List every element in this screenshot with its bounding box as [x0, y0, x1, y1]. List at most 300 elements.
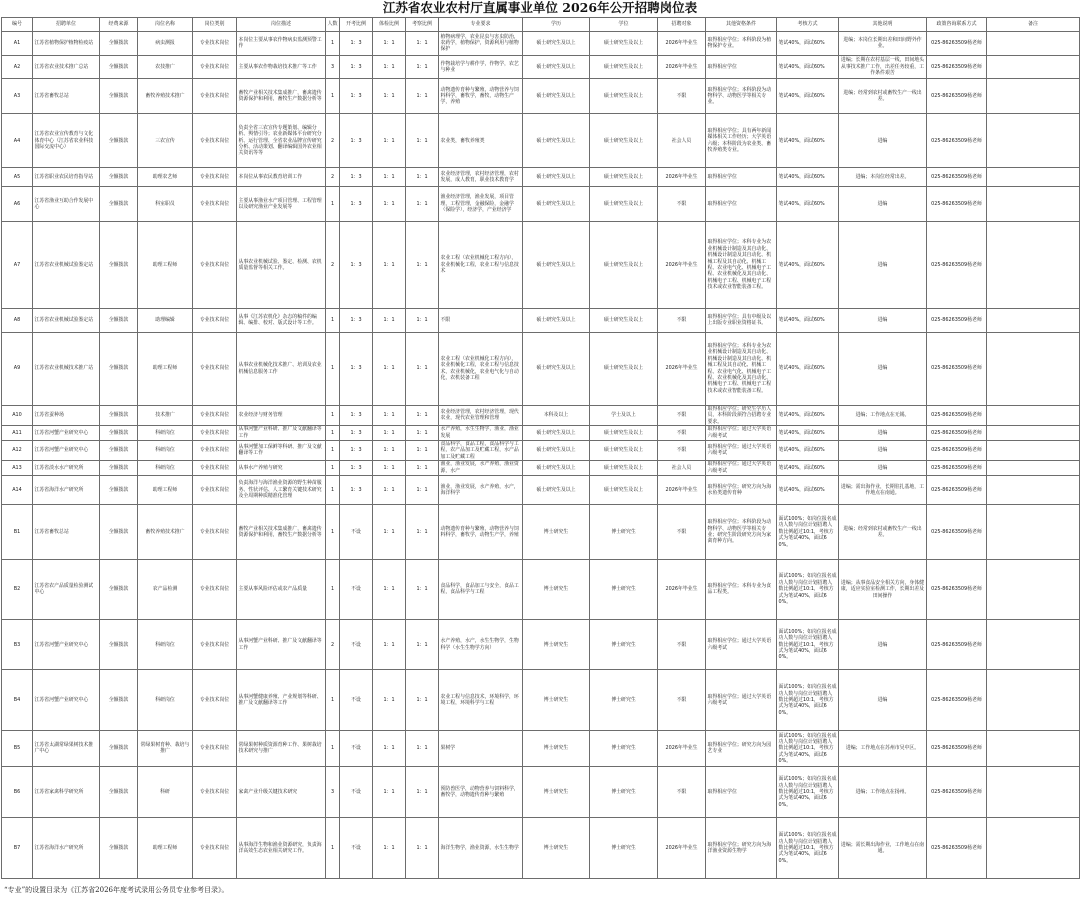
- footnote: “专业”的设置目录为《江苏省2026年度考试录用公务员专业参考目录》。: [4, 886, 229, 894]
- column-header: 其他说明: [839, 18, 927, 32]
- table-row: [2, 426, 1080, 440]
- cell-count: 1: [326, 426, 340, 440]
- cell-remark: [987, 55, 1080, 79]
- cell-description: 负责全省三农宣传专题策划、编辑分析、舆情引导；农业新媒体平台研究分析、运行管理、全省农业品牌宣传研究分析、活动策划、翻译编辑国外农业相关资讯等等: [237, 114, 326, 168]
- cell-fund: 全额拨款: [100, 114, 138, 168]
- cell-target: 不限: [658, 670, 706, 731]
- cell-unit: 江苏省海洋水产研究所: [33, 818, 100, 879]
- cell-id: B4: [2, 670, 33, 731]
- cell-category: 专业技术岗位: [193, 32, 237, 56]
- cell-education: 硕士研究生及以上: [523, 461, 590, 475]
- recruitment-table-wrapper: [1, 17, 1079, 879]
- cell-major: 动物遗传育种与繁殖，动物营养与饲料科学，畜牧学，动物生产学，养殖: [439, 505, 523, 559]
- cell-count: 1: [326, 731, 340, 767]
- cell-note: 进编；长期在农村基层一线，田间地头从事技术推广工作，出差任务较重，工作条件艰苦: [839, 55, 927, 79]
- cell-note: 进编: [839, 309, 927, 333]
- cell-physical-ratio: 1：1: [373, 186, 406, 221]
- cell-major: 作物栽培学与耕作学，作物学，农艺与种业: [439, 55, 523, 79]
- cell-qualification: 取得相应学位；具有中级及以上出版专业职业资格证书。: [706, 309, 777, 333]
- cell-remark: [987, 221, 1080, 308]
- column-header: 考核方式: [777, 18, 839, 32]
- cell-remark: [987, 505, 1080, 559]
- cell-id: A6: [2, 186, 33, 221]
- cell-count: 1: [326, 440, 340, 461]
- cell-remark: [987, 731, 1080, 767]
- table-row: [2, 461, 1080, 475]
- cell-inspection-ratio: 1：1: [406, 559, 439, 620]
- cell-exam-ratio: 1：3: [340, 475, 373, 505]
- cell-category: 专业技术岗位: [193, 168, 237, 186]
- cell-target: 2026年毕业生: [658, 559, 706, 620]
- cell-count: 1: [326, 332, 340, 405]
- cell-count: 2: [326, 168, 340, 186]
- cell-description: 农业经济与财务管理: [237, 405, 326, 426]
- cell-fund: 全额拨款: [100, 440, 138, 461]
- cell-physical-ratio: 1：1: [373, 426, 406, 440]
- cell-target: 不限: [658, 186, 706, 221]
- column-header: 开考比例: [340, 18, 373, 32]
- cell-id: A11: [2, 426, 33, 440]
- cell-contact: 025-86263509杨老师: [927, 405, 987, 426]
- cell-description: 从事农业机械试验、鉴定、检测、农机质量监督等相关工作。: [237, 221, 326, 308]
- cell-qualification: 取得相应学位；通过大学英语六级考试: [706, 426, 777, 440]
- cell-exam-ratio: 1：3: [340, 221, 373, 308]
- cell-category: 专业技术岗位: [193, 461, 237, 475]
- cell-physical-ratio: 1：1: [373, 55, 406, 79]
- cell-description: 负责海洋与海洋渔业资源的野生种苗服务、性状评估、人工繁育关键技术研究及全周期种质精准化管理: [237, 475, 326, 505]
- cell-education: 硕士研究生及以上: [523, 186, 590, 221]
- cell-major: 农业工程（农业机械化工程方向），农业机械化工程，农业工程与信息技术: [439, 221, 523, 308]
- cell-assessment: 笔试40%，面试60%: [777, 114, 839, 168]
- table-row: [2, 475, 1080, 505]
- cell-post: 助理农艺师: [138, 168, 193, 186]
- cell-id: B2: [2, 559, 33, 620]
- cell-assessment: 笔试40%，面试60%: [777, 426, 839, 440]
- cell-note: 进编；工作地点在无锡。: [839, 405, 927, 426]
- cell-assessment: 笔试40%，面试60%: [777, 79, 839, 114]
- cell-target: 2026年毕业生: [658, 55, 706, 79]
- cell-contact: 025-86263509杨老师: [927, 440, 987, 461]
- cell-description: 本岗位从事农民教育培训工作: [237, 168, 326, 186]
- cell-category: 专业技术岗位: [193, 620, 237, 670]
- cell-inspection-ratio: 1：1: [406, 309, 439, 333]
- cell-post: 农产品检测: [138, 559, 193, 620]
- column-header: 考察比例: [406, 18, 439, 32]
- cell-count: 1: [326, 461, 340, 475]
- cell-unit: 江苏省河蟹产业研究中心: [33, 620, 100, 670]
- cell-description: 从事农业机械化技术推广、培训及农业机械信息服务工作: [237, 332, 326, 405]
- cell-count: 2: [326, 620, 340, 670]
- cell-count: 1: [326, 559, 340, 620]
- cell-inspection-ratio: 1：1: [406, 426, 439, 440]
- cell-qualification: 取得相应学位；本科专业为农业机械设计制造及其自动化、机械设计制造及其自动化、机械工程及其自动化、机械工程、农业电气化、机械电子工程、农业机械化及其自动化、机械电子工程、机械电子工程技术或农业智能装备工程。: [706, 332, 777, 405]
- column-header: 学位: [590, 18, 658, 32]
- cell-target: 2026年毕业生: [658, 32, 706, 56]
- cell-fund: 全额拨款: [100, 309, 138, 333]
- cell-post: 科研岗位: [138, 440, 193, 461]
- column-header: 体检比例: [373, 18, 406, 32]
- cell-description: 家禽产业升级关键技术研究: [237, 766, 326, 817]
- column-header: 人数: [326, 18, 340, 32]
- column-header: 专业要求: [439, 18, 523, 32]
- cell-id: B1: [2, 505, 33, 559]
- cell-remark: [987, 559, 1080, 620]
- cell-qualification: 取得相应学位；通过大学英语六级考试: [706, 461, 777, 475]
- cell-exam-ratio: 不设: [340, 731, 373, 767]
- table-row: [2, 505, 1080, 559]
- cell-fund: 全额拨款: [100, 32, 138, 56]
- cell-physical-ratio: 1：1: [373, 114, 406, 168]
- cell-assessment: 面试100%；如岗位报名成功人数与岗位计划招聘人数比例超过10:1，考核方式为笔试40%，面试60%。: [777, 670, 839, 731]
- cell-id: A5: [2, 168, 33, 186]
- cell-note: 进编；经常到农村或畜牧生产一线出差。: [839, 505, 927, 559]
- cell-remark: [987, 440, 1080, 461]
- cell-assessment: 笔试40%，面试60%: [777, 440, 839, 461]
- cell-target: 不限: [658, 309, 706, 333]
- cell-count: 3: [326, 55, 340, 79]
- cell-physical-ratio: 1：1: [373, 309, 406, 333]
- cell-note: 进编；工作地点在苏州市吴中区。: [839, 731, 927, 767]
- cell-inspection-ratio: 1：1: [406, 505, 439, 559]
- cell-post: 助理工程师: [138, 221, 193, 308]
- cell-assessment: 笔试40%，面试60%: [777, 475, 839, 505]
- cell-unit: 江苏省海洋水产研究所: [33, 475, 100, 505]
- cell-assessment: 面试100%；如岗位报名成功人数与岗位计划招聘人数比例超过10:1，考核方式为笔试40%，面试60%。: [777, 559, 839, 620]
- cell-count: 1: [326, 32, 340, 56]
- table-row: [2, 620, 1080, 670]
- cell-category: 专业技术岗位: [193, 475, 237, 505]
- cell-inspection-ratio: 1：1: [406, 186, 439, 221]
- cell-assessment: 面试100%；如岗位报名成功人数与岗位计划招聘人数比例超过10:1，考核方式为笔试40%，面试60%。: [777, 505, 839, 559]
- cell-note: 进编: [839, 186, 927, 221]
- cell-qualification: 取得相应学位；研究方向为海水鱼类遗传育种: [706, 475, 777, 505]
- cell-exam-ratio: 不设: [340, 670, 373, 731]
- cell-contact: 025-86263509杨老师: [927, 505, 987, 559]
- cell-post: 畜牧养殖技术推广: [138, 79, 193, 114]
- cell-target: 2026年毕业生: [658, 731, 706, 767]
- cell-description: 畜牧产业相关技术集成推广，畜禽遗传资源保护和利用，畜牧生产数据分析等: [237, 79, 326, 114]
- cell-id: B7: [2, 818, 33, 879]
- cell-exam-ratio: 1：3: [340, 309, 373, 333]
- cell-qualification: 取得相应学位；本科阶段为植物保护专业。: [706, 32, 777, 56]
- cell-qualification: 取得相应学位；通过大学英语六级考试: [706, 440, 777, 461]
- cell-major: 水产养殖，水产，水生生物学，生物科学（水生生物学方向）: [439, 620, 523, 670]
- cell-inspection-ratio: 1：1: [406, 332, 439, 405]
- cell-target: 不限: [658, 505, 706, 559]
- cell-note: 进编；经常到农村或畜牧生产一线出差。: [839, 79, 927, 114]
- cell-degree: 博士研究生: [590, 620, 658, 670]
- cell-qualification: 取得相应学位；本科专业为农业机械设计制造及其自动化、机械设计制造及其自动化、机械工程及其自动化、机械工程、农业电气化、机械电子工程、农业机械化及其自动化、机械电子工程、机械电子工程技术或农业智能装备工程。: [706, 221, 777, 308]
- cell-note: 进编: [839, 332, 927, 405]
- cell-id: A13: [2, 461, 33, 475]
- column-header: 经费来源: [100, 18, 138, 32]
- cell-target: 2026年毕业生: [658, 332, 706, 405]
- cell-assessment: 笔试40%，面试60%: [777, 405, 839, 426]
- cell-note: 进编；本岗位长期出差和田间野外作业。: [839, 32, 927, 56]
- table-row: [2, 79, 1080, 114]
- cell-post: 畜牧养殖技术推广: [138, 505, 193, 559]
- cell-count: 1: [326, 475, 340, 505]
- cell-post: 三农宣传: [138, 114, 193, 168]
- cell-degree: 博士研究生: [590, 670, 658, 731]
- cell-major: 植物病理学，农业昆虫与害虫防治，农药学，植物保护，资源利用与植物保护: [439, 32, 523, 56]
- cell-qualification: 取得相应学位；本科阶段为动物科学、动物医学等相关专业；研究生阶段研究方向为家禽育种方向。: [706, 505, 777, 559]
- cell-education: 博士研究生: [523, 731, 590, 767]
- cell-category: 专业技术岗位: [193, 670, 237, 731]
- cell-education: 硕士研究生及以上: [523, 221, 590, 308]
- cell-inspection-ratio: 1：1: [406, 620, 439, 670]
- cell-target: 不限: [658, 440, 706, 461]
- cell-fund: 全额拨款: [100, 461, 138, 475]
- cell-remark: [987, 168, 1080, 186]
- cell-contact: 025-86263509杨老师: [927, 32, 987, 56]
- cell-fund: 全额拨款: [100, 766, 138, 817]
- cell-post: 助理工程师: [138, 475, 193, 505]
- cell-id: A12: [2, 440, 33, 461]
- cell-target: 不限: [658, 620, 706, 670]
- cell-post: 科室职员: [138, 186, 193, 221]
- cell-exam-ratio: 不设: [340, 620, 373, 670]
- column-header: 政策咨询联系方式: [927, 18, 987, 32]
- cell-exam-ratio: 1：3: [340, 79, 373, 114]
- table-row: [2, 221, 1080, 308]
- cell-id: B6: [2, 766, 33, 817]
- cell-id: B5: [2, 731, 33, 767]
- cell-description: 从事河蟹加工保鲜等科研、推广及文献翻译等工作: [237, 440, 326, 461]
- cell-unit: 江苏省畜牧总站: [33, 505, 100, 559]
- cell-physical-ratio: 1：1: [373, 731, 406, 767]
- cell-major: 渔业，渔业发展，水产养殖，水产，海洋科学: [439, 475, 523, 505]
- cell-unit: 江苏省农产品质量检验测试中心: [33, 559, 100, 620]
- cell-major: 预防兽医学，动物营养与饲料科学，畜牧学，动物遗传育种与繁殖: [439, 766, 523, 817]
- cell-degree: 硕士研究生及以上: [590, 32, 658, 56]
- cell-major: 农业工程（农业机械化工程方向），农业机械化工程，农业工程与信息技术，农业机械化，农业电气化与自动化，农机装备工程: [439, 332, 523, 405]
- cell-qualification: 取得相应学位: [706, 55, 777, 79]
- cell-degree: 硕士研究生及以上: [590, 309, 658, 333]
- cell-inspection-ratio: 1：1: [406, 168, 439, 186]
- column-header: 岗位名称: [138, 18, 193, 32]
- column-header: 编号: [2, 18, 33, 32]
- cell-degree: 学士及以上: [590, 405, 658, 426]
- cell-degree: 硕士研究生及以上: [590, 114, 658, 168]
- cell-education: 博士研究生: [523, 670, 590, 731]
- table-body: [2, 32, 1080, 879]
- cell-post: 技术推广: [138, 405, 193, 426]
- cell-major: 动物遗传育种与繁殖，动物营养与饲料科学，畜牧学，畜牧，动物生产学，养殖: [439, 79, 523, 114]
- cell-education: 博士研究生: [523, 620, 590, 670]
- cell-id: A14: [2, 475, 33, 505]
- cell-target: 2026年毕业生: [658, 818, 706, 879]
- cell-fund: 全额拨款: [100, 186, 138, 221]
- cell-target: 不限: [658, 79, 706, 114]
- cell-degree: 硕士研究生及以上: [590, 79, 658, 114]
- cell-major: 果树学: [439, 731, 523, 767]
- cell-education: 硕士研究生及以上: [523, 426, 590, 440]
- cell-target: 不限: [658, 426, 706, 440]
- cell-note: 进编；需出海作业，长期驻扎基地，工作地点在南通。: [839, 475, 927, 505]
- cell-note: 进编；需长期出海作业，工作地点在南通。: [839, 818, 927, 879]
- cell-education: 硕士研究生及以上: [523, 79, 590, 114]
- cell-inspection-ratio: 1：1: [406, 32, 439, 56]
- cell-post: 科研: [138, 766, 193, 817]
- cell-id: A10: [2, 405, 33, 426]
- cell-category: 专业技术岗位: [193, 426, 237, 440]
- cell-post: 科研岗位: [138, 620, 193, 670]
- cell-physical-ratio: 1：1: [373, 79, 406, 114]
- cell-major: 农业类，畜牧养殖类: [439, 114, 523, 168]
- cell-physical-ratio: 1：1: [373, 32, 406, 56]
- cell-fund: 全额拨款: [100, 818, 138, 879]
- cell-fund: 全额拨款: [100, 505, 138, 559]
- cell-category: 专业技术岗位: [193, 559, 237, 620]
- cell-remark: [987, 620, 1080, 670]
- cell-id: A8: [2, 309, 33, 333]
- cell-description: 从事河蟹产业科研、推广及文献翻译等工作: [237, 426, 326, 440]
- cell-unit: 江苏省河蟹产业研究中心: [33, 426, 100, 440]
- cell-post: 助理工程师: [138, 818, 193, 879]
- cell-exam-ratio: 不设: [340, 766, 373, 817]
- cell-count: 1: [326, 79, 340, 114]
- cell-contact: 025-86263509杨老师: [927, 766, 987, 817]
- cell-note: 进编；工作地点在扬州。: [839, 766, 927, 817]
- cell-post: 病虫测报: [138, 32, 193, 56]
- cell-post: 科研岗位: [138, 670, 193, 731]
- cell-qualification: 取得相应学位；本科阶段为动物科学、动物医学等相关专业。: [706, 79, 777, 114]
- cell-count: 2: [326, 221, 340, 308]
- cell-count: 3: [326, 766, 340, 817]
- cell-qualification: 取得相应学位；通过大学英语六级考试: [706, 670, 777, 731]
- cell-remark: [987, 114, 1080, 168]
- cell-inspection-ratio: 1：1: [406, 79, 439, 114]
- cell-education: 硕士研究生及以上: [523, 332, 590, 405]
- cell-remark: [987, 186, 1080, 221]
- cell-count: 1: [326, 405, 340, 426]
- cell-degree: 硕士研究生及以上: [590, 475, 658, 505]
- cell-assessment: 笔试40%，面试60%: [777, 168, 839, 186]
- cell-category: 专业技术岗位: [193, 79, 237, 114]
- cell-count: 1: [326, 670, 340, 731]
- cell-note: 进编: [839, 114, 927, 168]
- cell-contact: 025-86263509杨老师: [927, 461, 987, 475]
- cell-qualification: 取得相应学位；研究方向为园艺专业: [706, 731, 777, 767]
- column-header: 其他资格条件: [706, 18, 777, 32]
- cell-physical-ratio: 1：1: [373, 766, 406, 817]
- cell-education: 本科及以上: [523, 405, 590, 426]
- cell-note: 进编；本岗位经常出差。: [839, 168, 927, 186]
- cell-remark: [987, 670, 1080, 731]
- table-row: [2, 55, 1080, 79]
- cell-contact: 025-86263509杨老师: [927, 55, 987, 79]
- cell-fund: 全额拨款: [100, 332, 138, 405]
- cell-qualification: 取得相应学位: [706, 766, 777, 817]
- table-row: [2, 766, 1080, 817]
- cell-degree: 博士研究生: [590, 559, 658, 620]
- cell-degree: 硕士研究生及以上: [590, 332, 658, 405]
- cell-education: 硕士研究生及以上: [523, 440, 590, 461]
- column-header: 招聘对象: [658, 18, 706, 32]
- cell-contact: 025-86263509杨老师: [927, 79, 987, 114]
- table-row: [2, 405, 1080, 426]
- cell-note: 进编: [839, 670, 927, 731]
- cell-inspection-ratio: 1：1: [406, 461, 439, 475]
- cell-physical-ratio: 1：1: [373, 405, 406, 426]
- cell-exam-ratio: 1：3: [340, 114, 373, 168]
- cell-contact: 025-86263509杨老师: [927, 114, 987, 168]
- cell-remark: [987, 461, 1080, 475]
- cell-post: 科研岗位: [138, 461, 193, 475]
- cell-major: 农业经济管理，农村经济管理，农村发展，成人教育，职业技术教育学: [439, 168, 523, 186]
- cell-exam-ratio: 1：3: [340, 426, 373, 440]
- table-row: [2, 186, 1080, 221]
- cell-degree: 硕士研究生及以上: [590, 440, 658, 461]
- cell-exam-ratio: 1：3: [340, 405, 373, 426]
- cell-note: 进编: [839, 461, 927, 475]
- cell-note: 进编；从事食品安全相关方向，身体健康，适应实验室检测工作，长期出差及田间操作: [839, 559, 927, 620]
- cell-assessment: 面试100%；如岗位报名成功人数与岗位计划招聘人数比例超过10:1，考核方式为笔试40%，面试60%。: [777, 766, 839, 817]
- cell-exam-ratio: 1：3: [340, 55, 373, 79]
- cell-qualification: 取得相应学位；研究方向为海洋渔业资源生物学: [706, 818, 777, 879]
- cell-inspection-ratio: 1：1: [406, 55, 439, 79]
- cell-qualification: 取得相应学位；具有两年新闻媒体相关工作经历；大学英语六级；本科阶段为农业类、畜牧养殖类专业。: [706, 114, 777, 168]
- cell-contact: 025-86263509杨老师: [927, 186, 987, 221]
- table-row: [2, 332, 1080, 405]
- cell-fund: 全额拨款: [100, 79, 138, 114]
- cell-post: 助理编辑: [138, 309, 193, 333]
- cell-physical-ratio: 1：1: [373, 559, 406, 620]
- cell-exam-ratio: 1：3: [340, 461, 373, 475]
- cell-inspection-ratio: 1：1: [406, 766, 439, 817]
- cell-target: 不限: [658, 405, 706, 426]
- cell-remark: [987, 79, 1080, 114]
- cell-remark: [987, 475, 1080, 505]
- cell-unit: 江苏省植物保护植物检疫站: [33, 32, 100, 56]
- cell-major: 海洋生物学，渔业资源，水生生物学: [439, 818, 523, 879]
- cell-education: 博士研究生: [523, 766, 590, 817]
- cell-major: 食品科学，食品加工与安全，食品工程，食品科学与工程: [439, 559, 523, 620]
- cell-remark: [987, 32, 1080, 56]
- cell-id: A1: [2, 32, 33, 56]
- cell-assessment: 笔试40%，面试60%: [777, 55, 839, 79]
- cell-degree: 博士研究生: [590, 818, 658, 879]
- cell-assessment: 面试100%；如岗位报名成功人数与岗位计划招聘人数比例超过10:1，考核方式为笔试40%，面试60%。: [777, 620, 839, 670]
- cell-assessment: 笔试40%，面试60%: [777, 221, 839, 308]
- cell-major: 水产养殖，水生生物学，渔业，渔业发展: [439, 426, 523, 440]
- cell-degree: 硕士研究生及以上: [590, 168, 658, 186]
- cell-education: 博士研究生: [523, 559, 590, 620]
- cell-unit: 江苏省农业机械试验鉴定站: [33, 309, 100, 333]
- cell-category: 专业技术岗位: [193, 114, 237, 168]
- cell-fund: 全额拨款: [100, 55, 138, 79]
- cell-id: B3: [2, 620, 33, 670]
- cell-count: 1: [326, 818, 340, 879]
- cell-physical-ratio: 1：1: [373, 620, 406, 670]
- cell-major: 农业工程与信息技术，环境科学，环境工程，环境科学与工程: [439, 670, 523, 731]
- cell-major: 食品科学，食品工程，食品科学与工程，农产品加工及贮藏工程，水产品加工及贮藏工程: [439, 440, 523, 461]
- cell-fund: 全额拨款: [100, 221, 138, 308]
- cell-note: 进编: [839, 440, 927, 461]
- cell-assessment: 笔试40%，面试60%: [777, 186, 839, 221]
- cell-degree: 硕士研究生及以上: [590, 461, 658, 475]
- cell-category: 专业技术岗位: [193, 731, 237, 767]
- cell-assessment: 面试100%；如岗位报名成功人数与岗位计划招聘人数比例超过10:1，考核方式为笔试40%，面试60%。: [777, 731, 839, 767]
- cell-remark: [987, 426, 1080, 440]
- cell-unit: 江苏省农业机械技术推广站: [33, 332, 100, 405]
- cell-education: 硕士研究生及以上: [523, 55, 590, 79]
- column-header: 招聘单位: [33, 18, 100, 32]
- cell-inspection-ratio: 1：1: [406, 440, 439, 461]
- cell-id: A4: [2, 114, 33, 168]
- cell-target: 2026年毕业生: [658, 475, 706, 505]
